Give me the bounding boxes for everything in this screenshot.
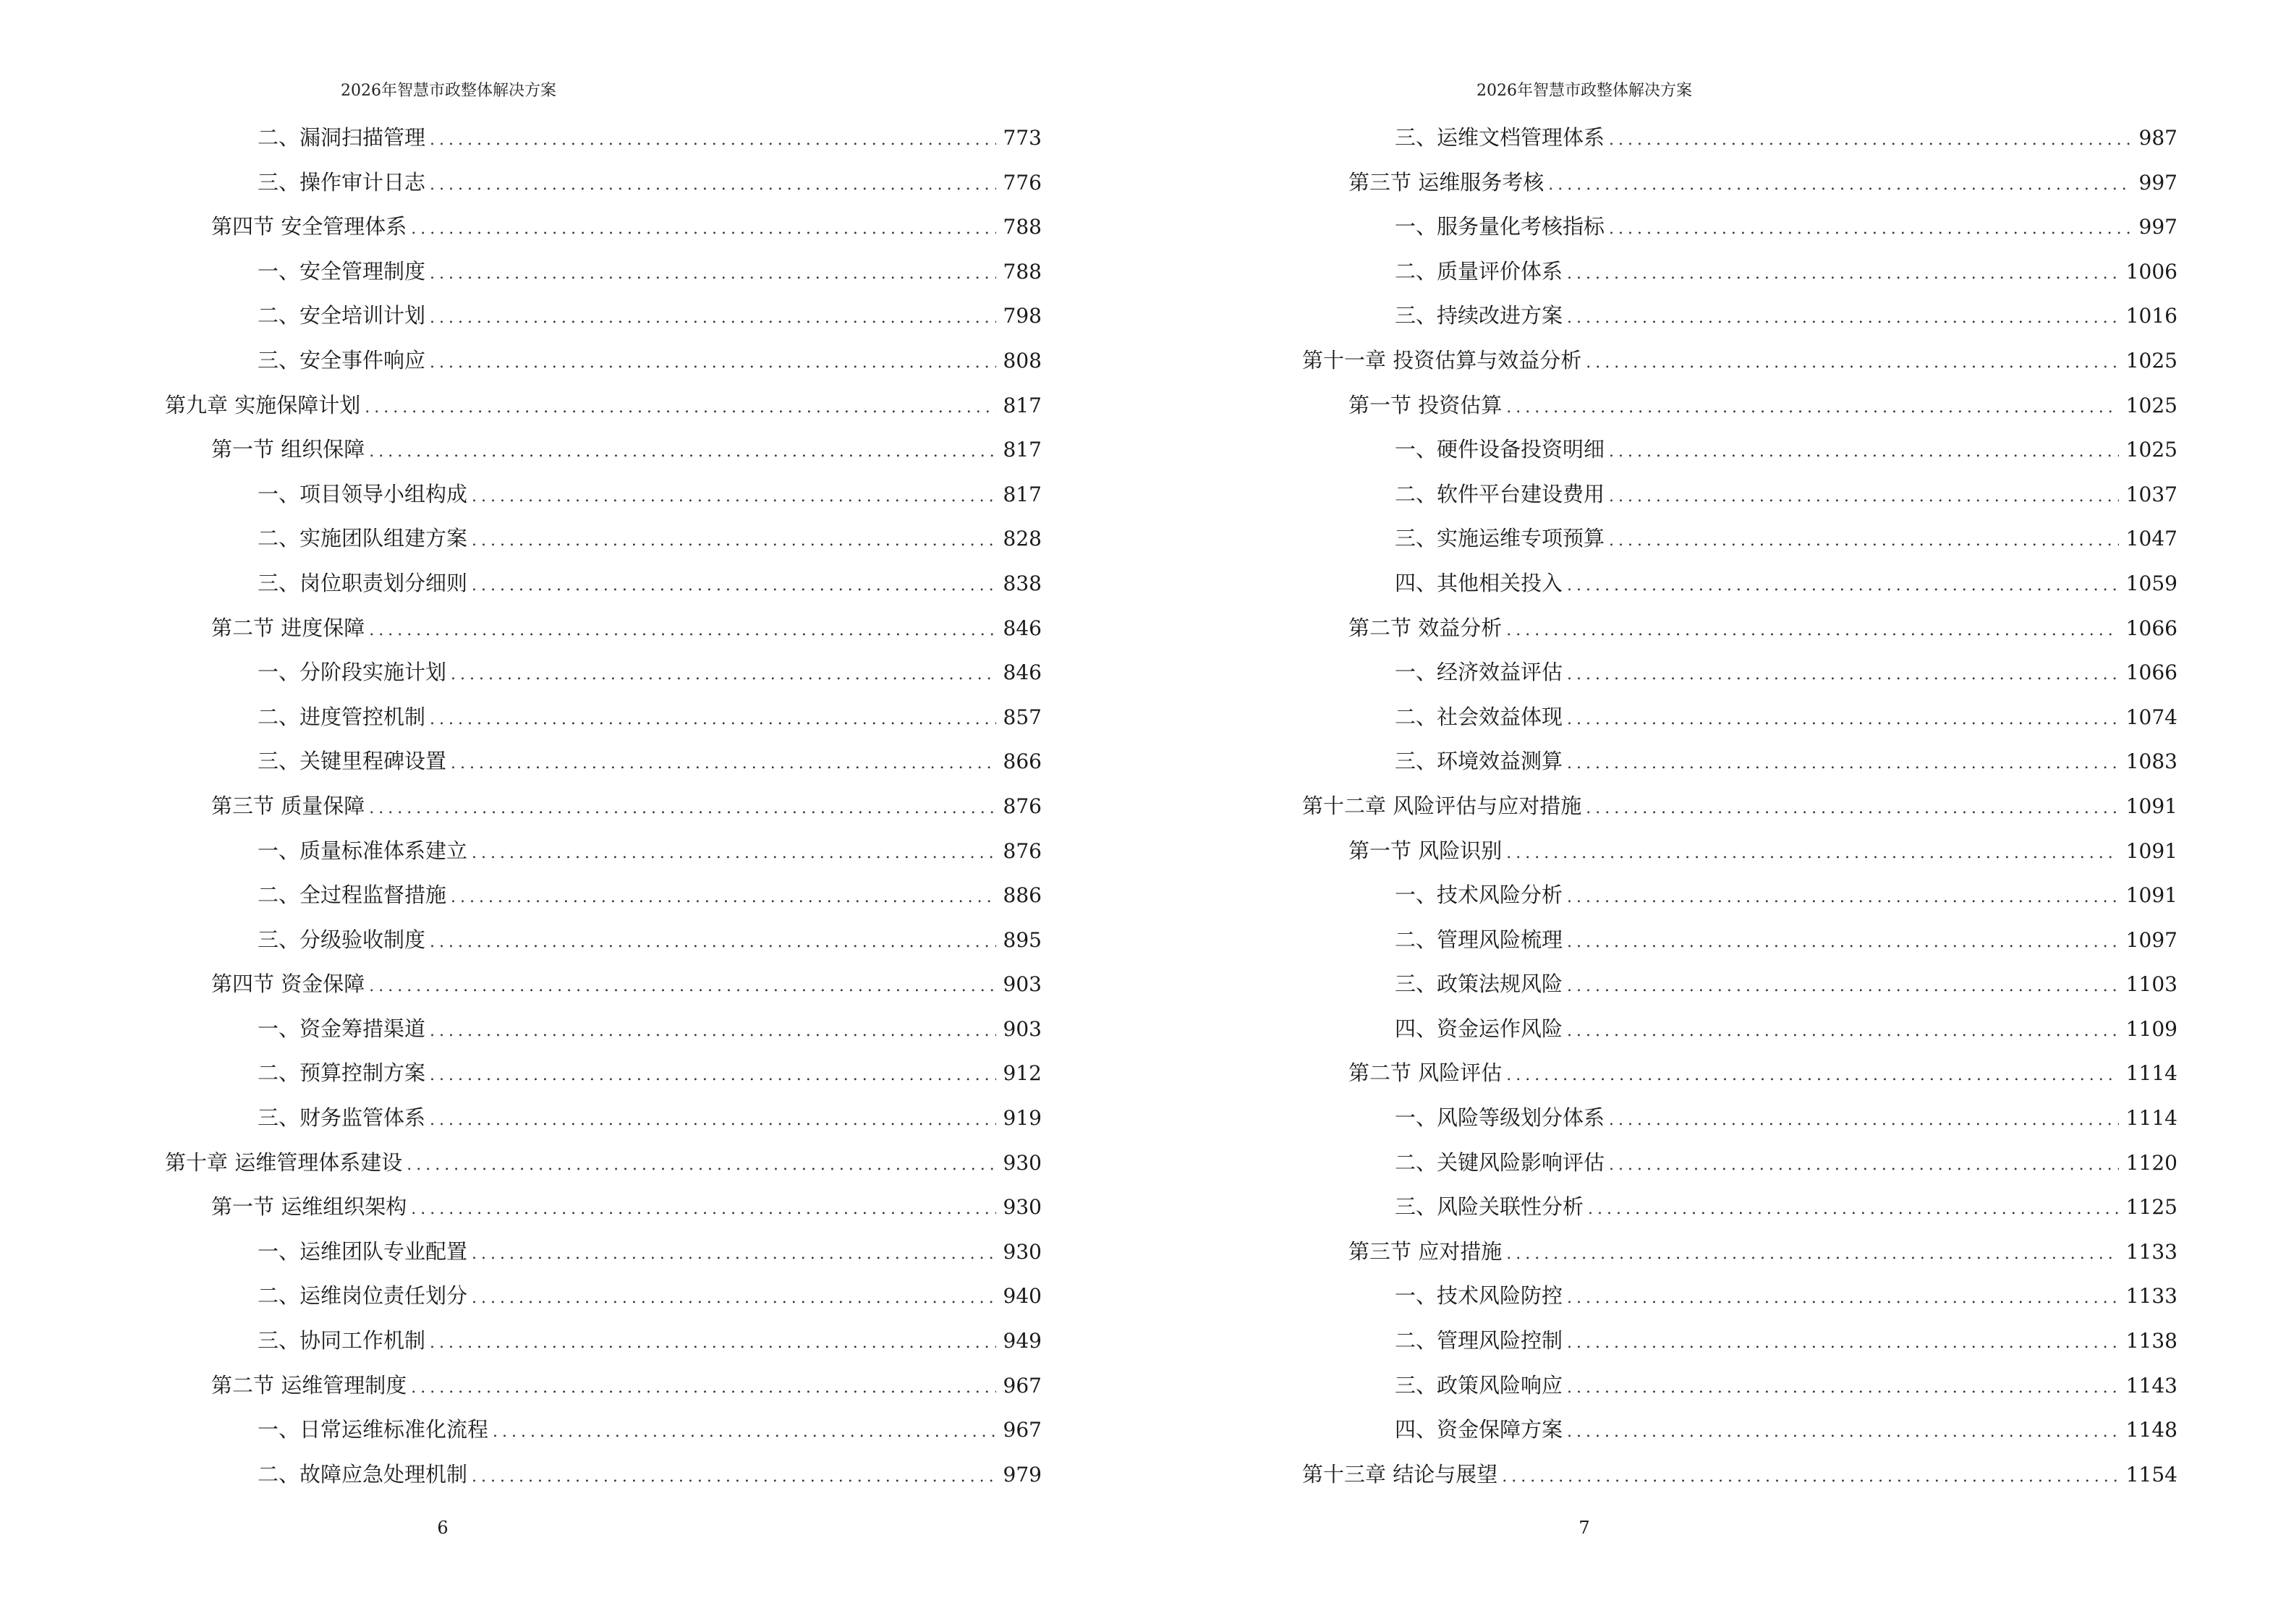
toc-entry[interactable] <box>1302 1408 2177 1453</box>
toc-entry-page: 1037 <box>2125 482 2177 506</box>
toc-entry[interactable] <box>1302 472 2177 517</box>
dot-leader <box>472 475 996 519</box>
toc-entry[interactable] <box>165 962 1042 1007</box>
toc-entry[interactable] <box>1302 1051 2177 1096</box>
toc-entry-title: 三、持续改进方案 <box>1395 303 1563 328</box>
toc-entry-page: 1066 <box>2125 660 2177 685</box>
dot-leader <box>407 1143 995 1188</box>
toc-entry-page: 1025 <box>2125 438 2177 462</box>
dot-leader <box>1506 831 2119 876</box>
toc-entry-page: 895 <box>1003 927 1042 952</box>
toc-entry-title: 第十章 运维管理体系建设 <box>165 1149 403 1175</box>
toc-entry-title: 第二节 进度保障 <box>211 615 365 640</box>
toc-entry-page: 838 <box>1003 571 1042 595</box>
toc-entry-title: 一、日常运维标准化流程 <box>258 1417 489 1442</box>
toc-entry-page: 1083 <box>2125 749 2177 774</box>
toc-entry[interactable] <box>1302 205 2177 250</box>
toc-entry-title: 第四节 安全管理体系 <box>211 214 407 239</box>
toc-entry-title: 一、资金筹措渠道 <box>258 1016 426 1041</box>
toc-entry-page: 828 <box>1003 527 1042 551</box>
toc-entry[interactable] <box>165 294 1042 339</box>
toc-entry-page: 1097 <box>2125 927 2177 952</box>
toc-entry-page: 930 <box>1003 1239 1042 1264</box>
toc-entry-page: 940 <box>1003 1284 1042 1309</box>
dot-leader <box>1506 386 2119 430</box>
toc-entry[interactable] <box>165 1007 1042 1052</box>
toc-entry-title: 第三节 运维服务考核 <box>1348 169 1544 195</box>
toc-entry[interactable] <box>165 1364 1042 1408</box>
toc-entry-title: 一、服务量化考核指标 <box>1395 214 1605 239</box>
dot-leader <box>493 1410 996 1455</box>
toc-entry-title: 第四节 资金保障 <box>211 972 365 997</box>
toc-entry[interactable] <box>1302 1141 2177 1186</box>
dot-leader <box>1567 1321 2119 1366</box>
dot-leader <box>430 118 996 163</box>
dot-leader <box>472 831 996 876</box>
toc-entry-title: 第一节 组织保障 <box>211 437 365 462</box>
dot-leader <box>1567 1410 2119 1455</box>
toc-entry-title: 二、安全培训计划 <box>258 303 426 328</box>
toc-entry-page: 846 <box>1003 616 1042 640</box>
dot-leader <box>411 1366 995 1411</box>
toc-entry[interactable] <box>1302 1453 2177 1497</box>
dot-leader <box>1567 1276 2119 1321</box>
toc-entry-page: 930 <box>1003 1195 1042 1220</box>
dot-leader <box>430 163 996 208</box>
toc-entry-title: 二、管理风险梳理 <box>1395 927 1563 952</box>
toc-entry[interactable] <box>165 339 1042 383</box>
dot-leader <box>451 875 996 920</box>
toc-entry[interactable] <box>165 1453 1042 1497</box>
toc-entry-title: 第二节 运维管理制度 <box>211 1372 407 1398</box>
dot-leader <box>411 207 995 252</box>
toc-entry-page: 912 <box>1003 1061 1042 1086</box>
toc-entry-title: 一、技术风险分析 <box>1395 883 1563 908</box>
dot-leader <box>1567 252 2119 297</box>
toc-entry[interactable] <box>165 516 1042 561</box>
toc-entry-title: 第二节 风险评估 <box>1348 1060 1503 1086</box>
toc-entry-page: 1047 <box>2125 527 2177 551</box>
toc-entry-page: 773 <box>1003 126 1042 150</box>
toc-entry[interactable] <box>1302 516 2177 561</box>
dot-leader <box>451 741 996 786</box>
toc-entry-page: 1154 <box>2125 1462 2177 1487</box>
toc-entry-title: 三、安全事件响应 <box>258 347 426 373</box>
toc-entry-page: 1133 <box>2125 1239 2177 1264</box>
toc-entry-title: 一、安全管理制度 <box>258 258 426 284</box>
toc-entry-page: 967 <box>1003 1373 1042 1398</box>
toc-entry-title: 二、运维岗位责任划分 <box>258 1283 468 1309</box>
toc-entry[interactable] <box>1302 606 2177 651</box>
toc-entry[interactable] <box>165 1319 1042 1364</box>
toc-entry-title: 二、进度管控机制 <box>258 704 426 729</box>
dot-leader <box>1588 1187 2119 1232</box>
dot-leader <box>1609 207 2132 252</box>
dot-leader <box>1609 1143 2119 1188</box>
dot-leader <box>1548 163 2131 208</box>
toc-entry-title: 三、风险关联性分析 <box>1395 1194 1584 1220</box>
dot-leader <box>430 697 996 742</box>
dot-leader <box>1609 430 2119 475</box>
dot-leader <box>1567 296 2119 341</box>
toc-entry-title: 一、项目领导小组构成 <box>258 481 468 506</box>
dot-leader <box>1567 564 2119 608</box>
dot-leader <box>1609 118 2132 163</box>
toc-entry-page: 949 <box>1003 1329 1042 1353</box>
toc-entry-title: 四、其他相关投入 <box>1395 570 1563 595</box>
dot-leader <box>1567 920 2119 965</box>
toc-entry[interactable] <box>1302 784 2177 829</box>
toc-entry-title: 二、预算控制方案 <box>258 1060 426 1086</box>
toc-entry[interactable] <box>165 918 1042 963</box>
toc-entry-page: 788 <box>1003 215 1042 239</box>
toc-entry[interactable] <box>1302 561 2177 606</box>
toc-entry-title: 三、政策风险响应 <box>1395 1372 1563 1398</box>
toc-entry[interactable] <box>1302 294 2177 339</box>
table-of-contents <box>165 116 1042 1497</box>
toc-entry-page: 876 <box>1003 794 1042 818</box>
toc-entry[interactable] <box>165 1274 1042 1319</box>
toc-entry-title: 一、技术风险防控 <box>1395 1283 1563 1309</box>
toc-entry-title: 二、关键风险影响评估 <box>1395 1149 1605 1175</box>
toc-entry-page: 1091 <box>2125 794 2177 818</box>
toc-entry-title: 第九章 实施保障计划 <box>165 392 361 417</box>
toc-entry-page: 808 <box>1003 348 1042 373</box>
toc-entry-title: 第一节 运维组织架构 <box>211 1194 407 1220</box>
toc-entry[interactable] <box>1302 1364 2177 1408</box>
toc-entry-page: 1138 <box>2125 1329 2177 1353</box>
dot-leader <box>472 564 996 608</box>
dot-leader <box>369 964 995 1009</box>
toc-entry-page: 1148 <box>2125 1418 2177 1442</box>
dot-leader <box>369 430 995 475</box>
toc-entry-title: 一、硬件设备投资明细 <box>1395 437 1605 462</box>
toc-entry[interactable] <box>165 784 1042 829</box>
toc-entry[interactable] <box>165 561 1042 606</box>
toc-entry[interactable] <box>1302 1319 2177 1364</box>
dot-leader <box>1609 1098 2119 1143</box>
toc-entry-page: 1025 <box>2125 393 2177 417</box>
toc-entry[interactable] <box>1302 116 2177 161</box>
dot-leader <box>1506 1053 2119 1098</box>
running-header: 2026年智慧市政整体解决方案 <box>1476 82 1692 100</box>
dot-leader <box>1567 875 2119 920</box>
dot-leader <box>1567 1366 2119 1411</box>
toc-entry-title: 二、全过程监督措施 <box>258 883 447 908</box>
dot-leader <box>1506 1232 2119 1277</box>
dot-leader <box>1586 341 2119 386</box>
toc-entry[interactable] <box>1302 1185 2177 1230</box>
dot-leader <box>1567 652 2119 697</box>
toc-entry-page: 1120 <box>2125 1150 2177 1175</box>
dot-leader <box>430 920 996 965</box>
toc-entry-title: 第一节 投资估算 <box>1348 392 1503 417</box>
toc-entry-title: 三、协同工作机制 <box>258 1328 426 1353</box>
toc-entry-page: 1059 <box>2125 571 2177 595</box>
toc-entry[interactable] <box>1302 161 2177 205</box>
toc-entry[interactable] <box>165 116 1042 161</box>
toc-entry-title: 一、运维团队专业配置 <box>258 1238 468 1264</box>
dot-leader <box>430 1053 996 1098</box>
toc-entry[interactable] <box>1302 650 2177 695</box>
toc-entry-page: 866 <box>1003 749 1042 774</box>
toc-entry[interactable] <box>1302 1230 2177 1275</box>
toc-entry-title: 一、质量标准体系建立 <box>258 838 468 863</box>
toc-entry-title: 二、社会效益体现 <box>1395 704 1563 729</box>
toc-entry-title: 第三节 应对措施 <box>1348 1238 1503 1264</box>
toc-entry[interactable] <box>165 472 1042 517</box>
toc-entry[interactable] <box>165 205 1042 250</box>
right-page <box>1143 0 2286 1624</box>
dot-leader <box>472 1232 996 1277</box>
toc-entry-page: 1091 <box>2125 838 2177 863</box>
dot-leader <box>1567 1009 2119 1054</box>
toc-entry-title: 三、分级验收制度 <box>258 927 426 952</box>
toc-entry-title: 二、管理风险控制 <box>1395 1328 1563 1353</box>
toc-entry-title: 三、运维文档管理体系 <box>1395 125 1605 150</box>
toc-entry-page: 1091 <box>2125 883 2177 908</box>
toc-entry[interactable] <box>1302 739 2177 784</box>
toc-entry-page: 1114 <box>2125 1061 2177 1086</box>
dot-leader <box>472 519 996 564</box>
dot-leader <box>1502 1455 2119 1500</box>
toc-entry-page: 1103 <box>2125 972 2177 997</box>
dot-leader <box>1506 608 2119 653</box>
toc-entry-title: 三、操作审计日志 <box>258 169 426 195</box>
toc-entry[interactable] <box>1302 1274 2177 1319</box>
toc-entry-page: 1109 <box>2125 1016 2177 1041</box>
toc-entry-title: 三、财务监管体系 <box>258 1105 426 1131</box>
toc-entry[interactable] <box>1302 1007 2177 1052</box>
dot-leader <box>1567 964 2119 1009</box>
toc-entry-page: 1143 <box>2125 1373 2177 1398</box>
toc-entry-title: 三、政策法规风险 <box>1395 972 1563 997</box>
toc-entry[interactable] <box>1302 829 2177 874</box>
toc-entry[interactable] <box>165 161 1042 205</box>
toc-entry[interactable] <box>1302 1096 2177 1141</box>
toc-entry-title: 二、实施团队组建方案 <box>258 526 468 551</box>
dot-leader <box>1609 519 2119 564</box>
toc-entry-title: 一、经济效益评估 <box>1395 660 1563 685</box>
dot-leader <box>411 1187 995 1232</box>
toc-entry-title: 二、漏洞扫描管理 <box>258 125 426 150</box>
toc-entry-title: 第十三章 结论与展望 <box>1302 1461 1498 1487</box>
toc-entry-page: 930 <box>1003 1150 1042 1175</box>
toc-entry[interactable] <box>165 829 1042 874</box>
toc-entry[interactable] <box>1302 428 2177 472</box>
toc-entry-title: 第一节 风险识别 <box>1348 838 1503 863</box>
toc-entry-page: 1125 <box>2125 1195 2177 1220</box>
toc-entry[interactable] <box>1302 962 2177 1007</box>
toc-entry-title: 二、软件平台建设费用 <box>1395 481 1605 506</box>
page-number: 6 <box>437 1518 449 1538</box>
toc-entry-title: 三、环境效益测算 <box>1395 749 1563 774</box>
toc-entry[interactable] <box>1302 695 2177 740</box>
toc-entry-title: 二、质量评价体系 <box>1395 258 1563 284</box>
toc-entry-title: 三、实施运维专项预算 <box>1395 526 1605 551</box>
toc-entry-page: 817 <box>1003 393 1042 417</box>
dot-leader <box>430 252 996 297</box>
toc-entry[interactable] <box>165 1230 1042 1275</box>
dot-leader <box>472 1276 996 1321</box>
toc-entry[interactable] <box>1302 339 2177 383</box>
toc-entry-page: 1006 <box>2125 259 2177 284</box>
dot-leader <box>430 296 996 341</box>
toc-entry-page: 817 <box>1003 482 1042 506</box>
dot-leader <box>369 786 995 831</box>
toc-entry-page: 817 <box>1003 438 1042 462</box>
toc-entry[interactable] <box>165 873 1042 918</box>
toc-entry[interactable] <box>165 383 1042 428</box>
toc-entry-page: 846 <box>1003 660 1042 685</box>
toc-entry-title: 第二节 效益分析 <box>1348 615 1503 640</box>
toc-entry[interactable] <box>165 739 1042 784</box>
dot-leader <box>430 1009 996 1054</box>
toc-entry-title: 第十二章 风险评估与应对措施 <box>1302 793 1582 818</box>
toc-entry[interactable] <box>165 1051 1042 1096</box>
toc-entry[interactable] <box>165 606 1042 651</box>
dot-leader <box>1567 741 2119 786</box>
toc-entry-title: 第十一章 投资估算与效益分析 <box>1302 347 1582 373</box>
running-header: 2026年智慧市政整体解决方案 <box>341 82 556 100</box>
toc-entry-title: 四、资金保障方案 <box>1395 1417 1563 1442</box>
toc-entry-page: 903 <box>1003 1016 1042 1041</box>
toc-entry-page: 997 <box>2138 215 2177 239</box>
toc-entry-page: 857 <box>1003 705 1042 729</box>
dot-leader <box>430 341 996 386</box>
toc-entry-page: 919 <box>1003 1106 1042 1131</box>
toc-entry[interactable] <box>1302 918 2177 963</box>
toc-entry[interactable] <box>165 695 1042 740</box>
toc-entry[interactable] <box>165 1185 1042 1230</box>
toc-entry-page: 979 <box>1003 1462 1042 1487</box>
toc-entry[interactable] <box>1302 250 2177 294</box>
dot-leader <box>1567 697 2119 742</box>
toc-entry-page: 1025 <box>2125 348 2177 373</box>
toc-entry-page: 903 <box>1003 972 1042 997</box>
toc-entry[interactable] <box>165 1096 1042 1141</box>
toc-entry-page: 997 <box>2138 170 2177 195</box>
toc-entry-page: 1016 <box>2125 304 2177 328</box>
toc-entry[interactable] <box>165 250 1042 294</box>
dot-leader <box>430 1098 996 1143</box>
toc-entry[interactable] <box>1302 873 2177 918</box>
page-number: 7 <box>1578 1518 1590 1538</box>
toc-entry-page: 788 <box>1003 259 1042 284</box>
toc-entry-title: 三、岗位职责划分细则 <box>258 570 468 595</box>
toc-entry-page: 798 <box>1003 304 1042 328</box>
toc-entry[interactable] <box>1302 383 2177 428</box>
dot-leader <box>1609 475 2119 519</box>
toc-entry-page: 776 <box>1003 170 1042 195</box>
dot-leader <box>430 1321 996 1366</box>
toc-entry-page: 1074 <box>2125 705 2177 729</box>
dot-leader <box>369 608 995 653</box>
toc-entry-page: 876 <box>1003 838 1042 863</box>
dot-leader <box>365 386 995 430</box>
toc-entry-page: 1133 <box>2125 1284 2177 1309</box>
dot-leader <box>1586 786 2119 831</box>
table-of-contents <box>1302 116 2177 1497</box>
toc-entry-title: 三、关键里程碑设置 <box>258 749 447 774</box>
toc-entry-title: 四、资金运作风险 <box>1395 1016 1563 1041</box>
toc-entry-title: 一、风险等级划分体系 <box>1395 1105 1605 1131</box>
toc-entry-page: 987 <box>2138 126 2177 150</box>
toc-entry-title: 二、故障应急处理机制 <box>258 1461 468 1487</box>
dot-leader <box>451 652 996 697</box>
toc-entry-page: 886 <box>1003 883 1042 908</box>
toc-entry[interactable] <box>165 1141 1042 1186</box>
toc-entry-page: 1066 <box>2125 616 2177 640</box>
toc-entry[interactable] <box>165 1408 1042 1453</box>
toc-entry-page: 1114 <box>2125 1106 2177 1131</box>
toc-entry-title: 一、分阶段实施计划 <box>258 660 447 685</box>
toc-entry-page: 967 <box>1003 1418 1042 1442</box>
dot-leader <box>472 1455 996 1500</box>
toc-entry-title: 第三节 质量保障 <box>211 793 365 818</box>
toc-entry[interactable] <box>165 650 1042 695</box>
toc-entry[interactable] <box>165 428 1042 472</box>
